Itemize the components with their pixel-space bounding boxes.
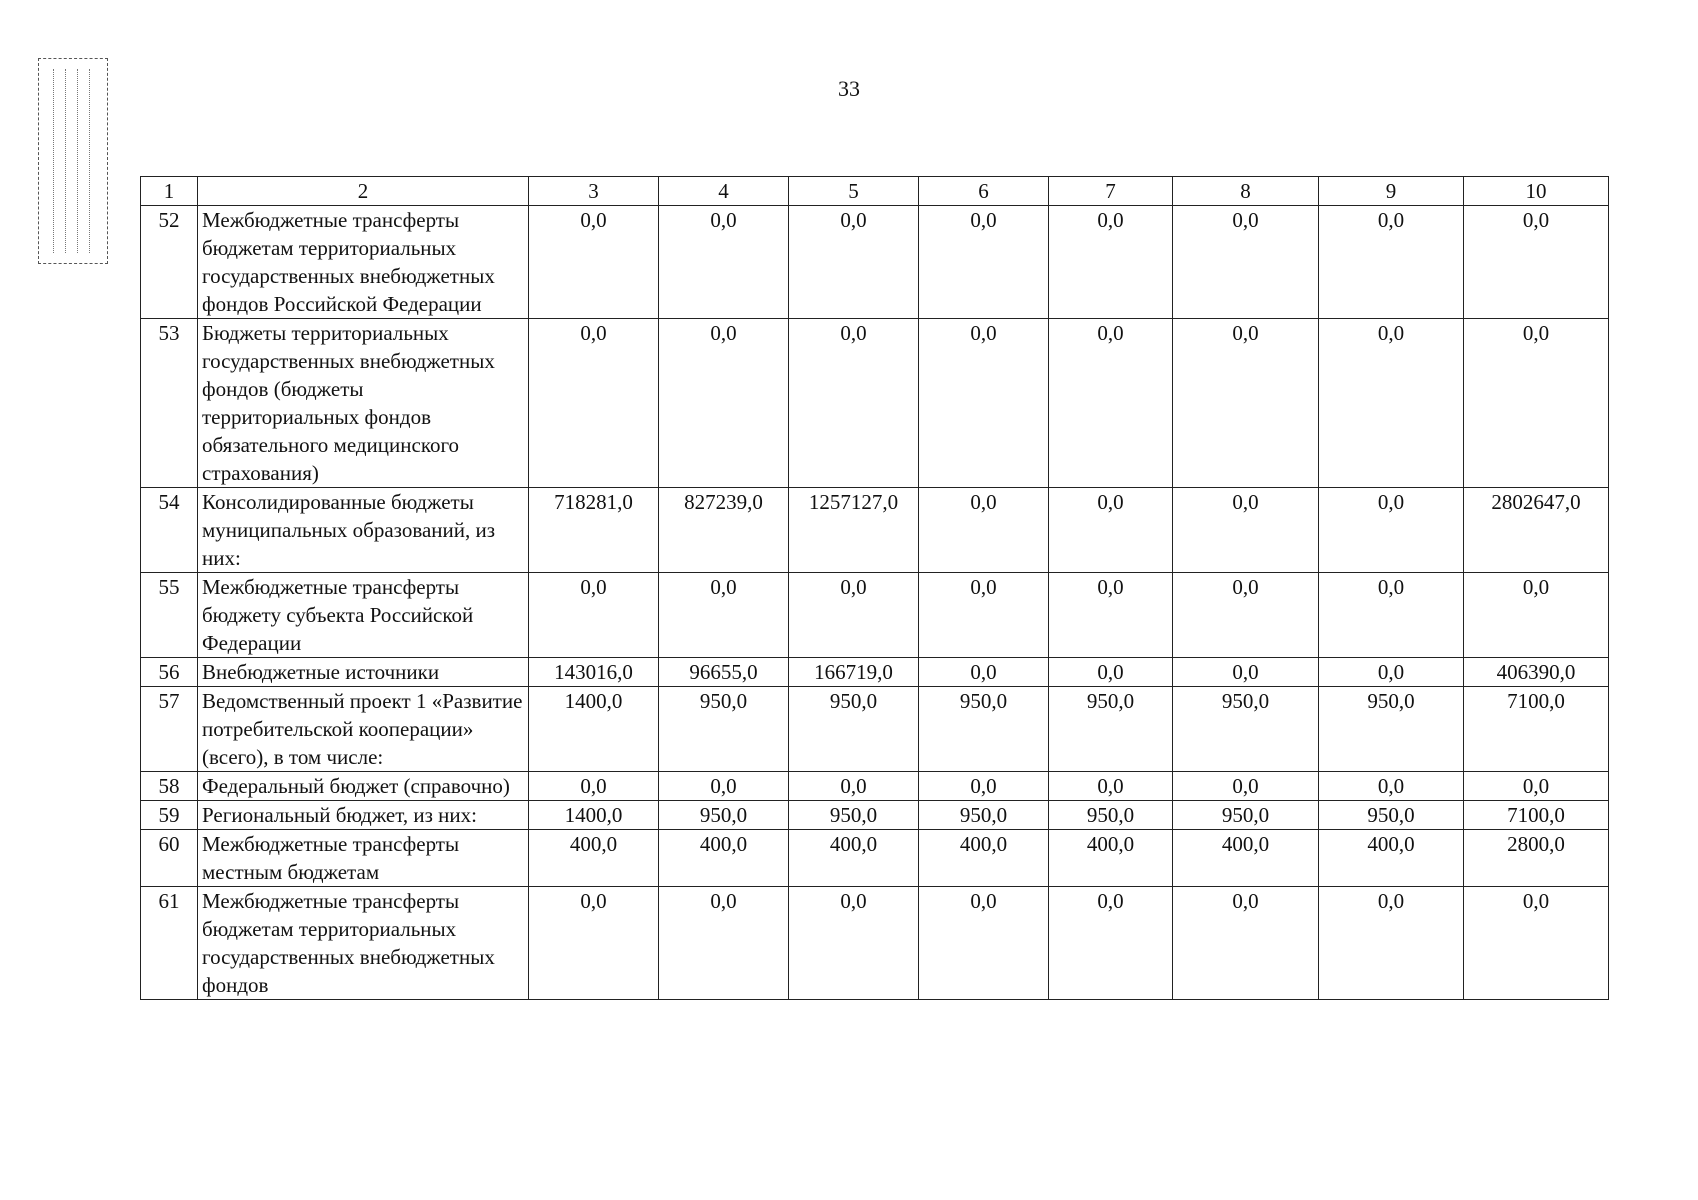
- row-value-col-4: 0,0: [659, 573, 789, 658]
- table-row: [141, 830, 1609, 887]
- table-row: [141, 801, 1609, 830]
- row-value-col-6: 0,0: [919, 573, 1049, 658]
- row-value-col-9: 0,0: [1319, 206, 1464, 319]
- table-row: [141, 488, 1609, 573]
- row-name: Внебюджетные источники: [198, 658, 529, 687]
- row-value-col-7: 0,0: [1049, 206, 1173, 319]
- row-name: Ведомственный проект 1 «Развитие потребительской кооперации» (всего), в том числе:: [198, 687, 529, 772]
- column-header: 8: [1173, 177, 1319, 206]
- table-row: [141, 687, 1609, 772]
- row-value-col-10: 406390,0: [1464, 658, 1609, 687]
- row-value-col-3: 1400,0: [529, 687, 659, 772]
- row-value-col-6: 0,0: [919, 887, 1049, 1000]
- row-value-col-6: 0,0: [919, 488, 1049, 573]
- row-name: Федеральный бюджет (справочно): [198, 772, 529, 801]
- row-number: 59: [141, 801, 198, 830]
- budget-table: [140, 176, 1609, 1000]
- row-name: Межбюджетные трансферты бюджетам территориальных государственных внебюджетных фондов Российской Федерации: [198, 206, 529, 319]
- column-header: 2: [198, 177, 529, 206]
- row-value-col-5: 0,0: [789, 772, 919, 801]
- row-value-col-4: 0,0: [659, 319, 789, 488]
- row-value-col-4: 950,0: [659, 687, 789, 772]
- row-value-col-10: 0,0: [1464, 319, 1609, 488]
- row-value-col-5: 950,0: [789, 687, 919, 772]
- row-value-col-9: 0,0: [1319, 573, 1464, 658]
- column-header: 5: [789, 177, 919, 206]
- row-value-col-3: 0,0: [529, 887, 659, 1000]
- column-header: 9: [1319, 177, 1464, 206]
- column-header: 10: [1464, 177, 1609, 206]
- row-value-col-8: 0,0: [1173, 887, 1319, 1000]
- row-name: Межбюджетные трансферты бюджету субъекта Российской Федерации: [198, 573, 529, 658]
- row-value-col-10: 0,0: [1464, 206, 1609, 319]
- row-value-col-9: 0,0: [1319, 887, 1464, 1000]
- row-value-col-8: 950,0: [1173, 801, 1319, 830]
- row-value-col-9: 950,0: [1319, 687, 1464, 772]
- row-value-col-10: 0,0: [1464, 573, 1609, 658]
- row-value-col-8: 400,0: [1173, 830, 1319, 887]
- row-value-col-8: 0,0: [1173, 658, 1319, 687]
- row-number: 54: [141, 488, 198, 573]
- table-row: [141, 772, 1609, 801]
- row-value-col-3: 1400,0: [529, 801, 659, 830]
- row-value-col-6: 400,0: [919, 830, 1049, 887]
- row-value-col-10: 7100,0: [1464, 687, 1609, 772]
- row-value-col-5: 166719,0: [789, 658, 919, 687]
- row-value-col-4: 950,0: [659, 801, 789, 830]
- row-value-col-4: 0,0: [659, 206, 789, 319]
- row-value-col-6: 950,0: [919, 687, 1049, 772]
- row-value-col-10: 2800,0: [1464, 830, 1609, 887]
- row-value-col-7: 0,0: [1049, 887, 1173, 1000]
- row-value-col-9: 400,0: [1319, 830, 1464, 887]
- row-number: 58: [141, 772, 198, 801]
- table-row: [141, 319, 1609, 488]
- row-number: 57: [141, 687, 198, 772]
- page-number: 33: [838, 76, 860, 101]
- row-name: Региональный бюджет, из них:: [198, 801, 529, 830]
- row-value-col-4: 400,0: [659, 830, 789, 887]
- row-value-col-7: 950,0: [1049, 687, 1173, 772]
- row-value-col-6: 0,0: [919, 206, 1049, 319]
- row-value-col-3: 143016,0: [529, 658, 659, 687]
- row-value-col-6: 0,0: [919, 319, 1049, 488]
- row-number: 56: [141, 658, 198, 687]
- row-value-col-5: 0,0: [789, 573, 919, 658]
- table-row: [141, 206, 1609, 319]
- row-value-col-5: 1257127,0: [789, 488, 919, 573]
- row-value-col-3: 718281,0: [529, 488, 659, 573]
- row-value-col-10: 2802647,0: [1464, 488, 1609, 573]
- column-header: 7: [1049, 177, 1173, 206]
- row-value-col-10: 0,0: [1464, 772, 1609, 801]
- table-body: [141, 206, 1609, 1000]
- table-row: [141, 573, 1609, 658]
- row-value-col-8: 0,0: [1173, 319, 1319, 488]
- row-value-col-6: 0,0: [919, 772, 1049, 801]
- row-value-col-5: 0,0: [789, 206, 919, 319]
- row-value-col-7: 0,0: [1049, 573, 1173, 658]
- column-header: 3: [529, 177, 659, 206]
- row-value-col-8: 0,0: [1173, 206, 1319, 319]
- row-value-col-7: 400,0: [1049, 830, 1173, 887]
- row-value-col-9: 0,0: [1319, 488, 1464, 573]
- row-value-col-5: 0,0: [789, 319, 919, 488]
- row-value-col-3: 0,0: [529, 206, 659, 319]
- row-number: 53: [141, 319, 198, 488]
- row-value-col-4: 96655,0: [659, 658, 789, 687]
- row-number: 61: [141, 887, 198, 1000]
- table-header-row: [141, 177, 1609, 206]
- row-value-col-9: 0,0: [1319, 772, 1464, 801]
- row-value-col-7: 0,0: [1049, 488, 1173, 573]
- row-value-col-9: 950,0: [1319, 801, 1464, 830]
- row-name: Бюджеты территориальных государственных внебюджетных фондов (бюджеты территориальных фондов обязательного медицинского страхования): [198, 319, 529, 488]
- column-header: 4: [659, 177, 789, 206]
- row-value-col-4: 0,0: [659, 772, 789, 801]
- table-row: [141, 887, 1609, 1000]
- row-value-col-7: 0,0: [1049, 319, 1173, 488]
- row-value-col-3: 0,0: [529, 573, 659, 658]
- table-row: [141, 658, 1609, 687]
- row-value-col-7: 950,0: [1049, 801, 1173, 830]
- row-value-col-4: 0,0: [659, 887, 789, 1000]
- row-value-col-4: 827239,0: [659, 488, 789, 573]
- row-value-col-8: 0,0: [1173, 488, 1319, 573]
- row-number: 55: [141, 573, 198, 658]
- column-header: 6: [919, 177, 1049, 206]
- row-value-col-9: 0,0: [1319, 319, 1464, 488]
- row-value-col-3: 0,0: [529, 319, 659, 488]
- row-name: Межбюджетные трансферты местным бюджетам: [198, 830, 529, 887]
- row-value-col-6: 0,0: [919, 658, 1049, 687]
- row-value-col-8: 0,0: [1173, 772, 1319, 801]
- row-value-col-3: 0,0: [529, 772, 659, 801]
- row-value-col-7: 0,0: [1049, 658, 1173, 687]
- row-value-col-6: 950,0: [919, 801, 1049, 830]
- row-name: Консолидированные бюджеты муниципальных образований, из них:: [198, 488, 529, 573]
- row-value-col-10: 0,0: [1464, 887, 1609, 1000]
- column-header: 1: [141, 177, 198, 206]
- row-value-col-10: 7100,0: [1464, 801, 1609, 830]
- row-value-col-3: 400,0: [529, 830, 659, 887]
- row-value-col-5: 0,0: [789, 887, 919, 1000]
- row-number: 52: [141, 206, 198, 319]
- row-value-col-5: 950,0: [789, 801, 919, 830]
- row-value-col-8: 0,0: [1173, 573, 1319, 658]
- row-value-col-5: 400,0: [789, 830, 919, 887]
- row-value-col-9: 0,0: [1319, 658, 1464, 687]
- row-value-col-8: 950,0: [1173, 687, 1319, 772]
- row-name: Межбюджетные трансферты бюджетам территориальных государственных внебюджетных фондов: [198, 887, 529, 1000]
- row-number: 60: [141, 830, 198, 887]
- row-value-col-7: 0,0: [1049, 772, 1173, 801]
